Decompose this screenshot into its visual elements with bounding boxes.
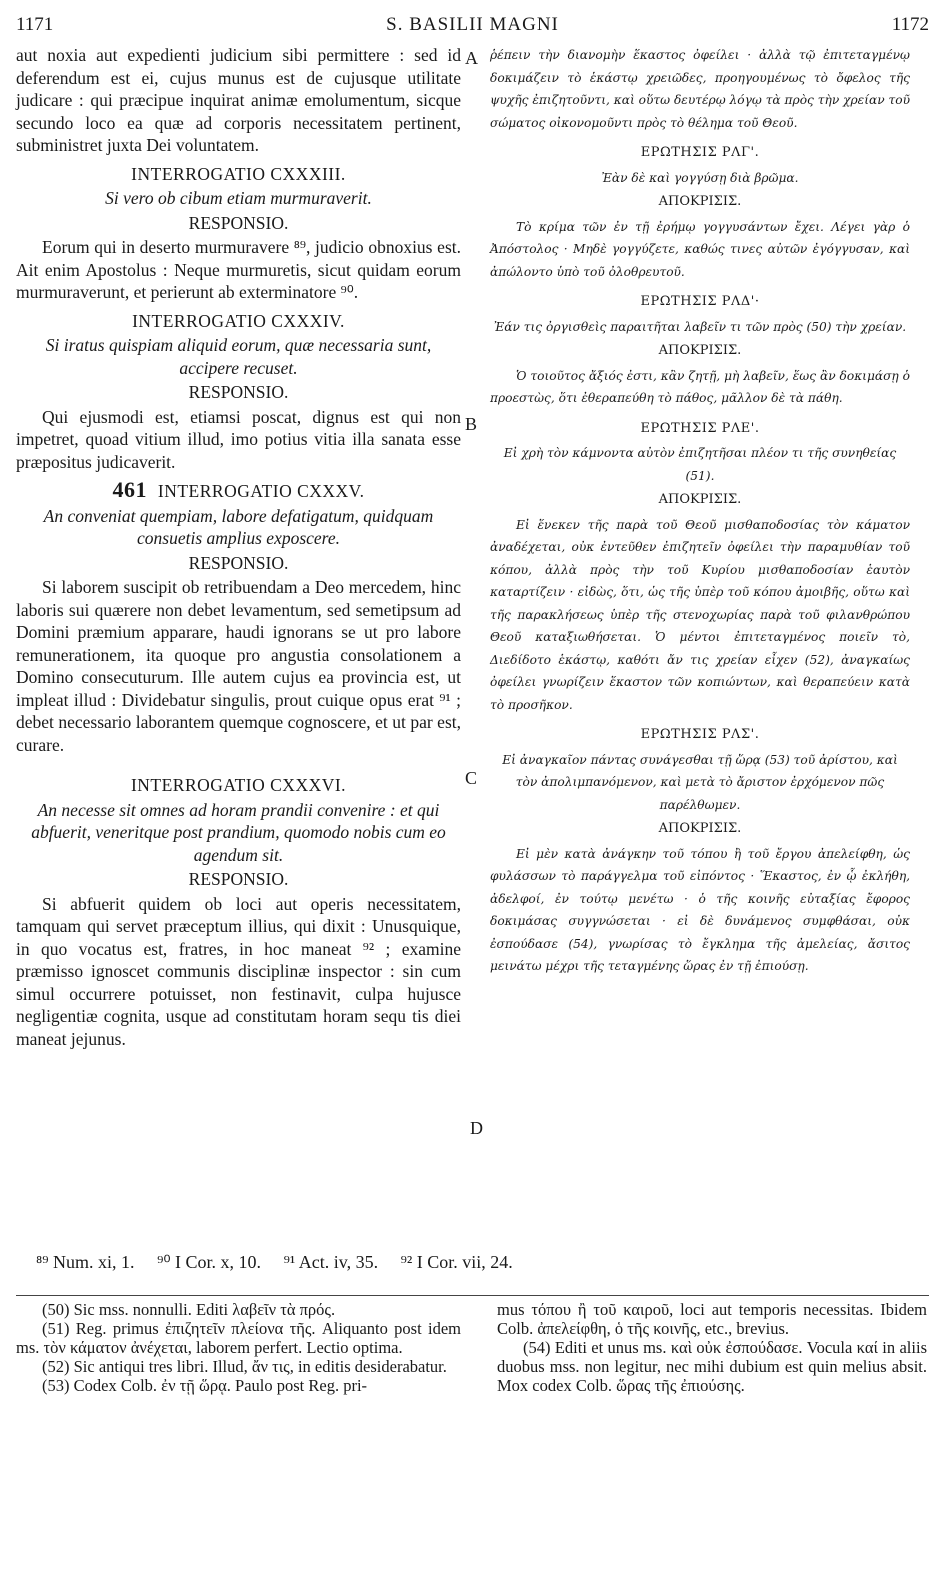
footnotes-right xyxy=(497,1300,927,1395)
page-header xyxy=(16,14,929,44)
latin-q133-answer: Eorum qui in deserto murmuravere ⁸⁹, judicio obnoxius est. Ait enim Apostolus : Neque murmuretis, sicut quidam eorum murmuraverunt, et perierunt ab exterminatore ⁹⁰. xyxy=(16,237,461,302)
latin-q135-answer: Si laborem suscipit ob retribuendam a Deo mercedem, hinc laboris sui quærere non debet levamentum, sed semetipsum ad Domini præmium apparare, haudi ignorans se ut pro labore remunerationem, ita quoque pro angustia consolationem a Domino consecuturum. Ille autem cujus ea provincia est, ut impleat illud : Dividebatur singulis, prout cuique opus erat ⁹¹ ; debet necessario laborantem quemque cognoscere, et ut par est, curare. xyxy=(16,577,461,755)
page-number-left: 1171 xyxy=(16,14,54,35)
scripture-references xyxy=(36,1252,531,1273)
reference-89: ⁸⁹ Num. xi, 1. xyxy=(36,1252,135,1272)
latin-q135-title: INTERROGATIO CXXXV. xyxy=(157,481,365,501)
greek-q135-question: Εἰ χρὴ τὸν κάμνοντα αὐτὸν ἐπιζητῆσαι πλέον τι τῆς συνηθείας (51). xyxy=(503,446,897,483)
greek-q136-response-label: ΑΠΟΚΡΙΣΙΣ. xyxy=(658,821,742,836)
latin-q136-title: INTERROGATIO CXXXVI. xyxy=(130,775,347,795)
reference-92: ⁹² I Cor. vii, 24. xyxy=(400,1252,513,1272)
footnote-53-continued: mus τόπου ἢ τοῦ καιροῦ, loci aut temporis necessitas. Ibidem Colb. ἀπελείφθη, ὁ τῆς κοινῆς, etc., brevius. xyxy=(497,1300,927,1338)
greek-intro: ῥέπειν τὴν διανομὴν ἕκαστος ὀφείλει · ἀλλὰ τῷ ἐπιτεταγμένῳ δοκιμάζειν τὸ ἑκάστῳ χρειῶδες, προηγουμένως τὸ ὄφελος τῆς ψυχῆς ἐπιζητοῦντι, καὶ οὕτω δευτέρῳ λόγῳ τὰ πρὸς τὴν χρείαν τοῦ σώματος οἰκονομοῦντι πρὸς τὸ θέλημα τοῦ Θεοῦ. xyxy=(490,48,910,130)
greek-q134-response-label: ΑΠΟΚΡΙΣΙΣ. xyxy=(658,343,742,358)
margin-letter-d: D xyxy=(470,1118,483,1138)
greek-q135-response-label: ΑΠΟΚΡΙΣΙΣ. xyxy=(658,492,742,507)
reference-91: ⁹¹ Act. iv, 35. xyxy=(283,1252,379,1272)
latin-q134-answer: Qui ejusmodi est, etiamsi poscat, dignus est qui non impetret, quoad vitium illud, imo potius vitia illa sanata esse præpositus judicaverit. xyxy=(16,406,461,472)
footnote-divider xyxy=(16,1295,929,1296)
running-title: S. BASILII MAGNI xyxy=(386,14,559,35)
greek-q133-question: Ἐὰν δὲ καὶ γογγύσῃ διὰ βρῶμα. xyxy=(601,170,799,185)
greek-q134-question: Ἐάν τις ὀργισθεὶς παραιτῆται λαβεῖν τι τῶν πρὸς (50) τὴν χρείαν. xyxy=(493,319,907,334)
latin-q133-response-label: RESPONSIO. xyxy=(188,212,289,233)
reference-90: ⁹⁰ I Cor. x, 10. xyxy=(157,1252,262,1272)
latin-column xyxy=(16,44,461,1050)
greek-q133-response-label: ΑΠΟΚΡΙΣΙΣ. xyxy=(658,194,742,209)
latin-q135-question: An conveniat quempiam, labore defatigatum, quidquam consuetis amplius exposcere. xyxy=(43,505,434,548)
latin-q136-question: An necesse sit omnes ad horam prandii convenire : et qui abfuerit, veneritque post prandium, quomodo nobis cum eo agendum sit. xyxy=(31,799,446,865)
greek-q133-title: ΕΡΩΤΗΣΙΣ ΡΛΓ'. xyxy=(640,145,760,160)
greek-q135-title: ΕΡΩΤΗΣΙΣ ΡΛΕ'. xyxy=(640,420,760,436)
greek-q136-question: Εἰ ἀναγκαῖον πάντας συνάγεσθαι τῇ ὥρᾳ (53) τοῦ ἀρίστου, καὶ τὸν ἀπολιμπανόμενον, καὶ μετὰ τὸ ἄριστον ἐρχόμενον πῶς παρέλθωμεν. xyxy=(502,752,898,812)
margin-letter-a: A xyxy=(465,48,478,68)
latin-q134-response-label: RESPONSIO. xyxy=(188,382,289,402)
footnote-54: (54) Editi et unus ms. καὶ οὐκ ἐσπούδασε. Vocula καί in aliis duobus mss. non legitur, nec mihi dubium est quin melius absit. Mox codex Colb. ὥρας τῆς ἐπιούσης. xyxy=(497,1338,927,1395)
greek-q136-answer: Εἰ μὲν κατὰ ἀνάγκην τοῦ τόπου ἢ τοῦ ἔργου ἀπελείφθη, ὡς φυλάσσων τὸ παράγγελμα τοῦ εἰπόντος · Ἕκαστος, ἐν ᾧ ἐκλήθη, ἀδελφοί, ἐν τούτῳ μενέτω · ὁ τῆς κοινῆς εὐταξίας ἔφορος δοκιμάσας συγγνώσεται · εἰ δὲ δυνάμενος συμφθάσαι, οὐκ ἐσπούδασε (54), γνωρίσας τὸ ἔγκλημα τῆς ἀμελείας, ἄσιτος μεινάτω μέχρι τῆς τεταγμένης ὥρας ἐν τῇ ἐπιούσῃ. xyxy=(490,846,910,973)
latin-q133-question: Si vero ob cibum etiam murmuraverit. xyxy=(105,188,372,208)
footnote-51: (51) Reg. primus ἐπιζητεῖν πλείονα τῆς. Aliquanto post idem ms. τὸν κάματον ἀνέχεται, laborem perfert. Lectio optima. xyxy=(16,1319,461,1357)
greek-q134-answer: Ὁ τοιοῦτος ἄξιός ἐστι, κἂν ζητῇ, μὴ λαβεῖν, ἕως ἂν δοκιμάσῃ ὁ προεστὼς, ὅτι ἐθεραπεύθη τὸ πάθος, μᾶλλον δὲ τὰ πάθη. xyxy=(490,368,910,405)
footnote-53: (53) Codex Colb. ἐν τῇ ὥρᾳ. Paulo post Reg. pri- xyxy=(42,1376,368,1395)
greek-q135-answer: Εἰ ἕνεκεν τῆς παρὰ τοῦ Θεοῦ μισθαποδοσίας τὸν κάματον ἀναδέχεται, οὐκ ἐντεῦθεν ἐπιζητεῖν ὀφείλει τὴν παραμυθίαν τοῦ κόπου, ἀλλὰ πρὸς τὴν τοῦ Κυρίου μισθαποδοσίαν ἑαυτὸν καταρτίζειν · εἰδὼς, ὅτι, ὡς τῆς ὑπὲρ τοῦ κόπου ἀμοιβῆς, οὕτω καὶ τῆς παρακλήσεως ὑπὲρ τῆς στενοχωρίας παρὰ τοῦ φιλανθρώπου Θεοῦ καταξιωθήσεται. Ὁ μέντοι ἐπιτεταγμένος ποιεῖν τὸ, Διεδίδοτο ἑκάστῳ, καθότι ἄν τις χρείαν εἶχεν (52), ἀναγκαίως ὀφείλει γνωρίζειν ἕκαστον τῶν κοπιώντων, καὶ θεραπεύειν κατὰ τὸ προσῆκον. xyxy=(490,517,910,712)
latin-q134-question: Si iratus quispiam aliquid eorum, quæ necessaria sunt, accipere recuset. xyxy=(45,335,432,378)
latin-q136-answer: Si abfuerit quidem ob loci aut operis necessitatem, tamquam qui servet præceptum illius, qui dixit : Unusquique, in quo vocatus est, fratres, in hoc maneat ⁹² ; examine præmisso ignoscet communis disciplinæ inspector : sin cum simul occurrere potuisset, non festinavit, culpa hujusce negligentiæ cognita, usque ad constitutam horam sequ tis diei maneat jejunus. xyxy=(16,893,461,1049)
greek-q134-title: ΕΡΩΤΗΣΙΣ ΡΛΔ'· xyxy=(640,294,760,309)
latin-q133-title: INTERROGATIO CXXXIII. xyxy=(131,163,346,184)
page-number-right: 1172 xyxy=(891,14,929,35)
footnote-50: (50) Sic mss. nonnulli. Editi λαβεῖν τὰ πρός. xyxy=(42,1300,336,1319)
footnotes-left xyxy=(16,1300,461,1395)
latin-q135-response-label: RESPONSIO. xyxy=(188,552,289,573)
margin-letter-c: C xyxy=(465,768,478,788)
greek-q133-answer: Τὸ κρίμα τῶν ἐν τῇ ἐρήμῳ γογγυσάντων ἔχει. Λέγει γὰρ ὁ Ἀπόστολος · Μηδὲ γογγύζετε, καθώς τινες αὐτῶν ἐγόγγυσαν, καὶ ἀπώλοντο ὑπὸ τοῦ ὀλοθρευτοῦ. xyxy=(490,219,910,279)
latin-intro: aut noxia aut expedienti judicium sibi permittere : sed id deferendum est ei, cujus munus est de cujusque utilitate judicare : qui præcipue inquirat animæ emolumentum, sicque secundo loco ea quæ ad corporis necessitatem pertinent, subministret juxta Dei voluntatem. xyxy=(16,45,461,155)
latin-q136-response-label: RESPONSIO. xyxy=(188,869,289,889)
greek-column xyxy=(490,44,910,978)
latin-q134-title: INTERROGATIO CXXXIV. xyxy=(132,310,345,331)
margin-letter-b: B xyxy=(465,414,478,434)
greek-q136-title: ΕΡΩΤΗΣΙΣ ΡΛΣ'. xyxy=(640,727,760,742)
latin-q135-heading xyxy=(16,479,461,503)
footnote-52: (52) Sic antiqui tres libri. Illud, ἄν τις, in editis desiderabatur. xyxy=(42,1357,447,1376)
column-number-461: 461 xyxy=(112,477,148,502)
